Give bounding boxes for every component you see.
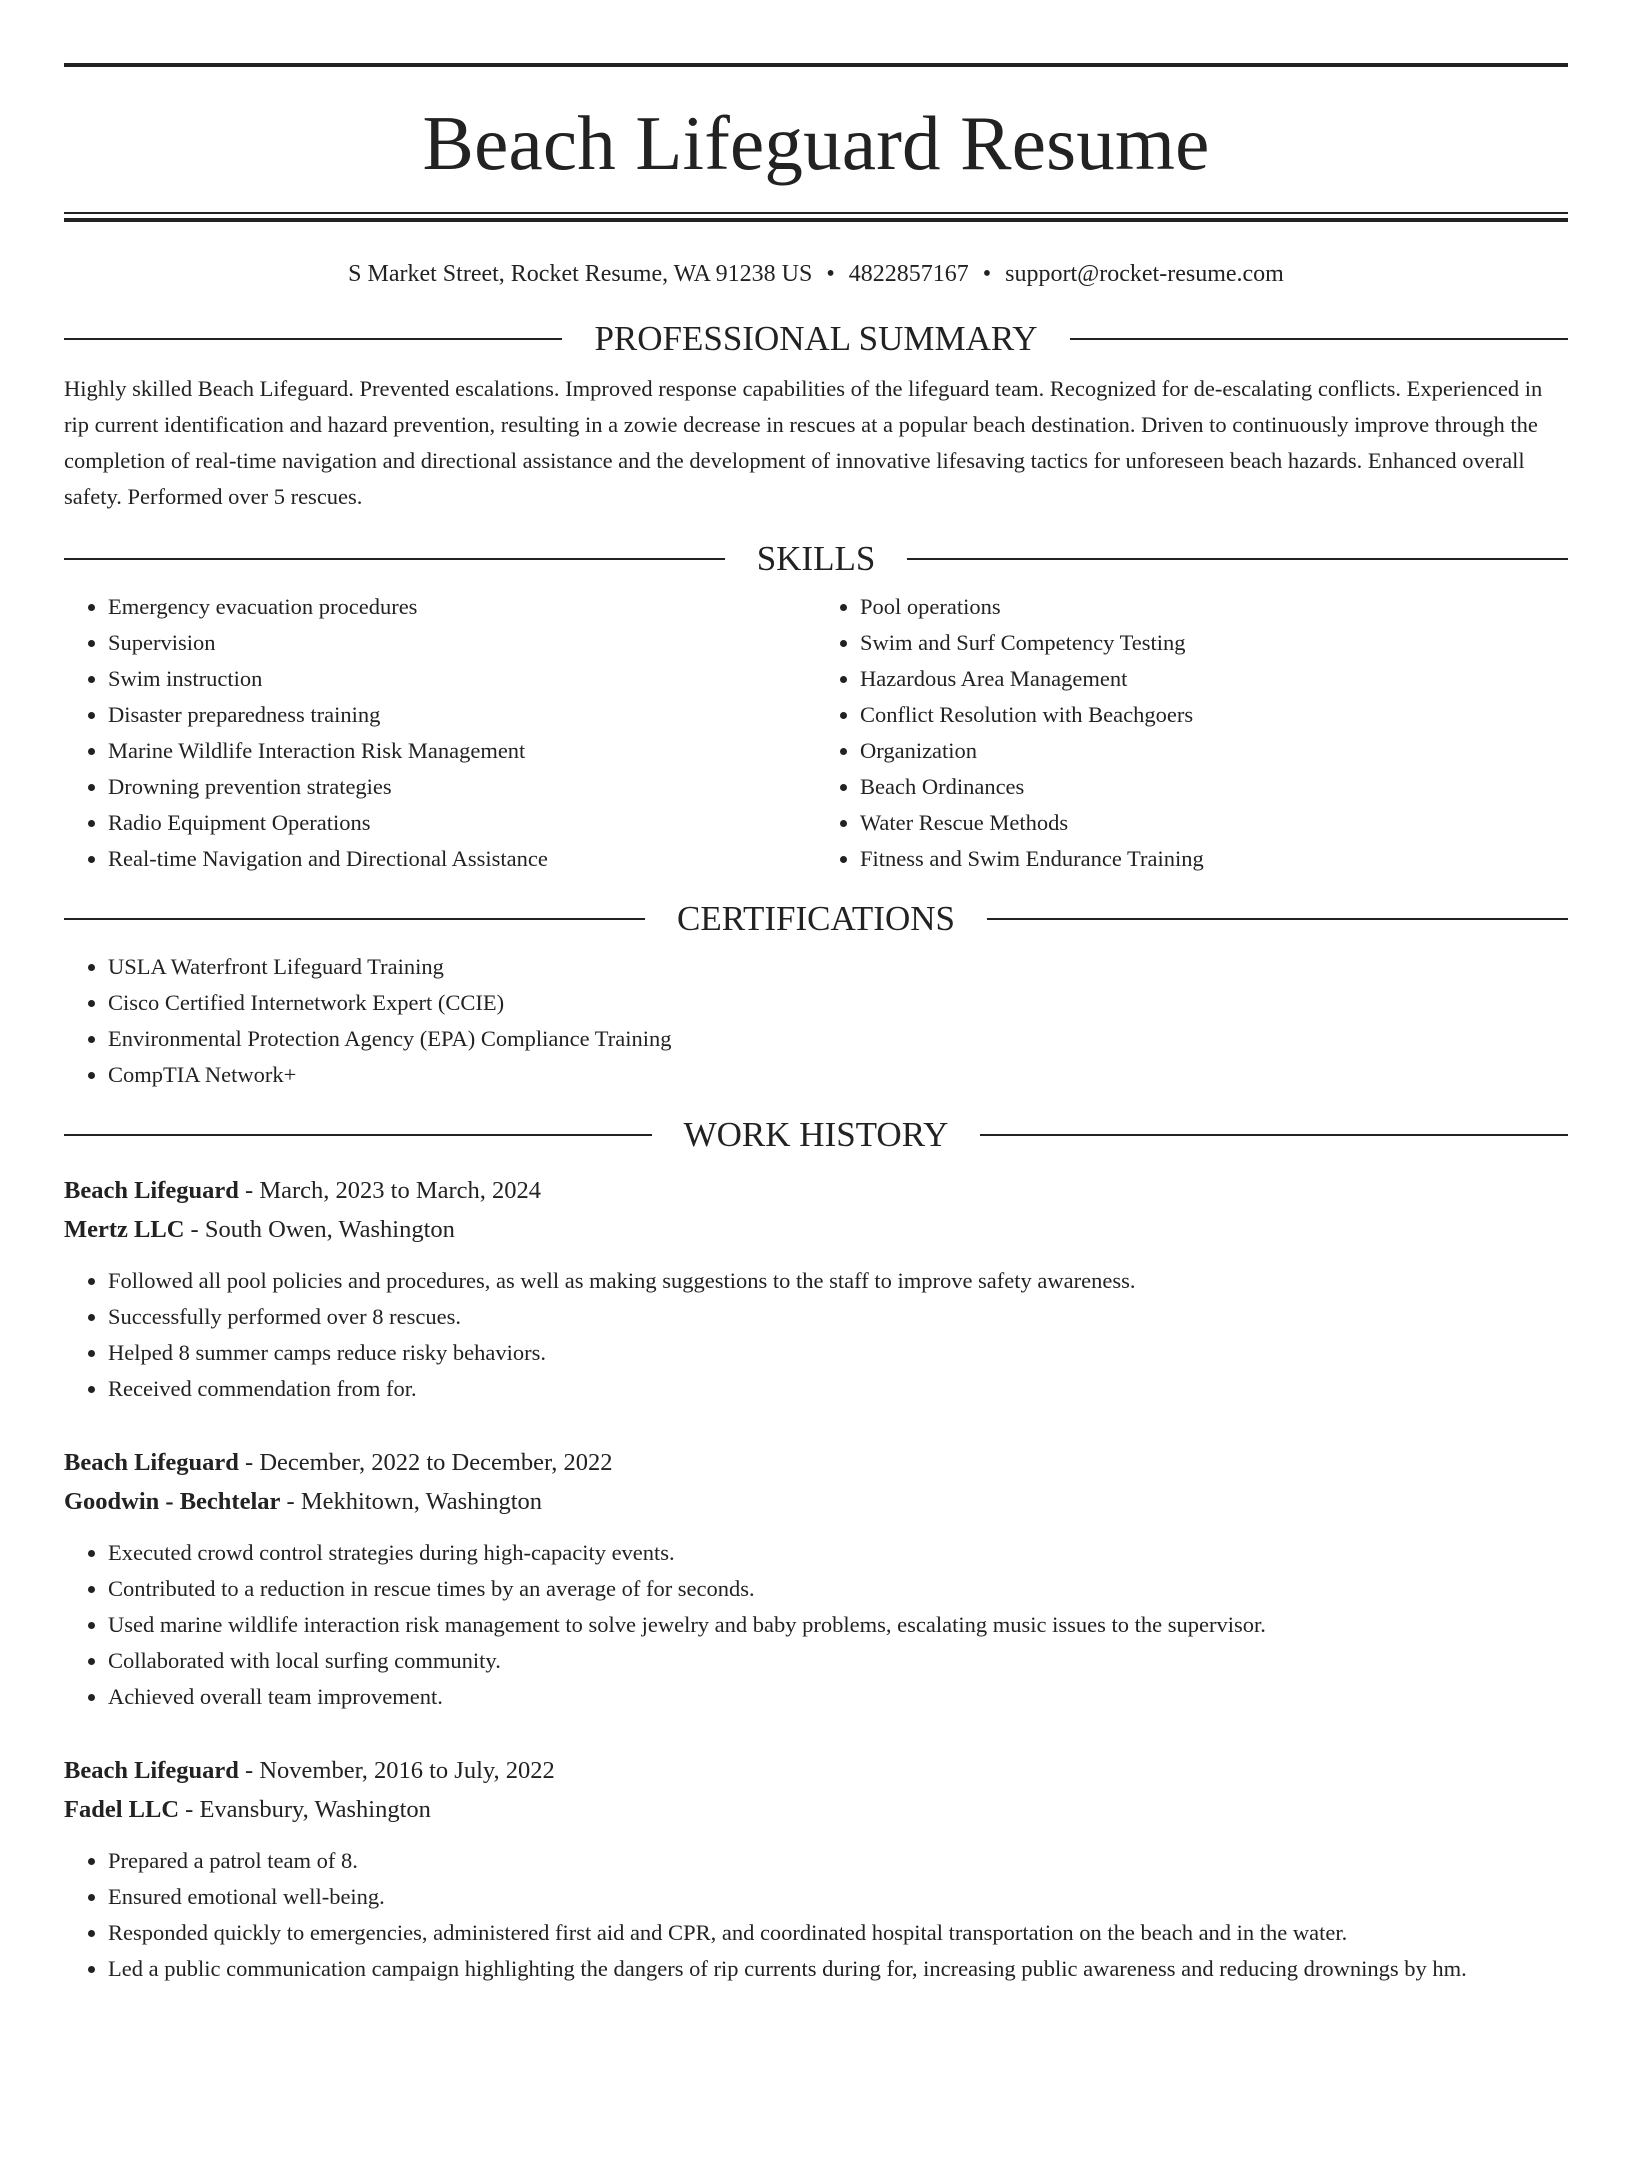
skill-item: • Swim and Surf Competency Testing — [860, 625, 1568, 661]
top-rule — [64, 63, 1568, 67]
skill-item: • Conflict Resolution with Beachgoers — [860, 697, 1568, 733]
section-header-summary — [64, 319, 1568, 359]
skill-item: • Beach Ordinances — [860, 769, 1568, 805]
job-company-line — [64, 1210, 1568, 1249]
skills-list-left — [64, 589, 816, 877]
job-company: Mertz LLC — [64, 1216, 185, 1243]
job-role-line — [64, 1751, 1568, 1790]
skill-item: • Drowning prevention strategies — [108, 769, 816, 805]
section-rule — [980, 1134, 1568, 1136]
job-bullet: • Received commendation from for. — [108, 1371, 1568, 1407]
contact-email: support@rocket-resume.com — [1005, 261, 1284, 287]
section-rule — [64, 1134, 652, 1136]
job-company: Goodwin - Bechtelar — [64, 1488, 281, 1515]
job-bullet: • Led a public communication campaign highlighting the dangers of rip currents during for, increasing public awareness and reducing drownings by hm. — [108, 1951, 1568, 1987]
section-rule — [64, 338, 562, 340]
certification-item: • CompTIA Network+ — [108, 1057, 1568, 1093]
job-entry — [64, 1443, 1568, 1715]
skills-grid — [64, 589, 1568, 877]
job-role-line — [64, 1171, 1568, 1210]
section-rule — [1070, 338, 1568, 340]
skill-item: • Supervision — [108, 625, 816, 661]
section-title-summary: PROFESSIONAL SUMMARY — [594, 319, 1038, 358]
job-entry — [64, 1751, 1568, 1987]
summary-paragraph: Highly skilled Beach Lifeguard. Prevented escalations. Improved response capabilities of the lifeguard team. Recognized for de-escalating conflicts. Experienced in rip current identification and hazard prevention, resulting in a zowie decrease in rescues at a popular beach destination. Driven to continuously improve through the completion of real-time navigation and directional assistance and the development of innovative lifesaving tactics for unforeseen beach hazards. Enhanced overall safety. Performed over 5 rescues. — [64, 376, 1543, 509]
resume-page — [0, 63, 1632, 2175]
job-bullets — [64, 1263, 1568, 1407]
section-title-skills: SKILLS — [756, 539, 876, 578]
contact-separator: • — [826, 261, 835, 287]
job-bullet: • Achieved overall team improvement. — [108, 1679, 1568, 1715]
job-company-line — [64, 1790, 1568, 1829]
job-bullet: • Used marine wildlife interaction risk management to solve jewelry and baby problems, escalating music issues to the supervisor. — [108, 1607, 1568, 1643]
job-bullet: • Executed crowd control strategies during high-capacity events. — [108, 1535, 1568, 1571]
job-location: - Evansbury, Washington — [179, 1796, 431, 1823]
contact-phone: 4822857167 — [848, 261, 969, 287]
job-bullet: • Collaborated with local surfing community. — [108, 1643, 1568, 1679]
job-bullet: • Contributed to a reduction in rescue times by an average of for seconds. — [108, 1571, 1568, 1607]
skill-item: • Radio Equipment Operations — [108, 805, 816, 841]
skill-item: • Hazardous Area Management — [860, 661, 1568, 697]
resume-title: Beach Lifeguard Resume — [422, 100, 1210, 186]
job-company: Fadel LLC — [64, 1796, 180, 1823]
certifications-list — [64, 949, 1568, 1093]
skill-item: • Fitness and Swim Endurance Training — [860, 841, 1568, 877]
job-role: Beach Lifeguard — [64, 1177, 239, 1204]
contact-line — [64, 259, 1568, 289]
certification-item: • Cisco Certified Internetwork Expert (CCIE) — [108, 985, 1568, 1021]
job-role: Beach Lifeguard — [64, 1757, 239, 1784]
job-bullet: • Ensured emotional well-being. — [108, 1879, 1568, 1915]
skill-item: • Emergency evacuation procedures — [108, 589, 816, 625]
job-role: Beach Lifeguard — [64, 1449, 239, 1476]
contact-address: S Market Street, Rocket Resume, WA 91238 US — [348, 261, 813, 287]
section-rule — [987, 918, 1568, 920]
job-entry — [64, 1171, 1568, 1407]
job-bullet: • Responded quickly to emergencies, administered first aid and CPR, and coordinated hospital transportation on the beach and in the water. — [108, 1915, 1568, 1951]
skill-item: • Disaster preparedness training — [108, 697, 816, 733]
job-company-line — [64, 1482, 1568, 1521]
section-rule — [907, 558, 1568, 560]
section-header-work — [64, 1115, 1568, 1155]
job-dates: - March, 2023 to March, 2024 — [238, 1177, 542, 1204]
skill-item: • Swim instruction — [108, 661, 816, 697]
job-bullets — [64, 1535, 1568, 1715]
job-dates: - December, 2022 to December, 2022 — [238, 1449, 613, 1476]
job-location: - Mekhitown, Washington — [280, 1488, 543, 1515]
contact-separator: • — [982, 261, 992, 287]
section-title-certifications: CERTIFICATIONS — [677, 899, 955, 938]
section-rule — [64, 558, 725, 560]
section-title-work: WORK HISTORY — [683, 1115, 949, 1154]
skill-item: • Real-time Navigation and Directional Assistance — [108, 841, 816, 877]
skill-item: • Marine Wildlife Interaction Risk Management — [108, 733, 816, 769]
job-bullet: • Prepared a patrol team of 8. — [108, 1843, 1568, 1879]
job-dates: - November, 2016 to July, 2022 — [238, 1757, 555, 1784]
job-bullet: • Helped 8 summer camps reduce risky behaviors. — [108, 1335, 1568, 1371]
section-header-certifications — [64, 899, 1568, 939]
job-location: - South Owen, Washington — [184, 1216, 455, 1243]
certification-item: • USLA Waterfront Lifeguard Training — [108, 949, 1568, 985]
skills-list-right — [816, 589, 1568, 877]
skill-item: • Pool operations — [860, 589, 1568, 625]
certification-item: • Environmental Protection Agency (EPA) Compliance Training — [108, 1021, 1568, 1057]
title-double-rule — [64, 212, 1568, 222]
job-role-line — [64, 1443, 1568, 1482]
skill-item: • Organization — [860, 733, 1568, 769]
job-bullet: • Successfully performed over 8 rescues. — [108, 1299, 1568, 1335]
job-bullets — [64, 1843, 1568, 1987]
job-bullet: • Followed all pool policies and procedures, as well as making suggestions to the staff to improve safety awareness. — [108, 1263, 1568, 1299]
section-header-skills — [64, 539, 1568, 579]
skill-item: • Water Rescue Methods — [860, 805, 1568, 841]
section-rule — [64, 918, 645, 920]
